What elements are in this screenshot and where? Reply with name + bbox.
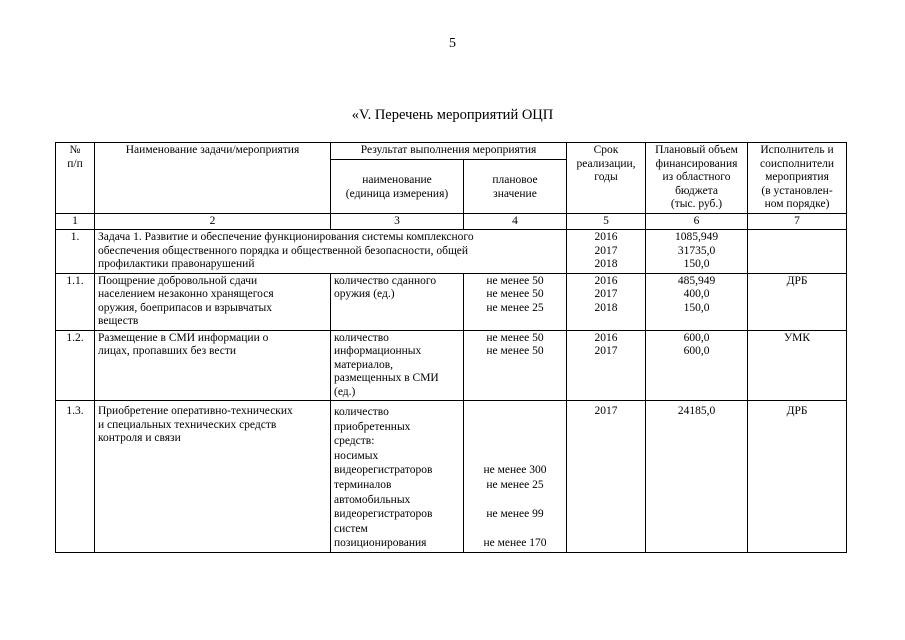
row-num: 1.2.: [56, 330, 95, 401]
amounts: 1085,949 31735,0 150,0: [646, 230, 748, 274]
col-number: 4: [464, 213, 567, 230]
column-numbers-row: [56, 213, 847, 230]
document-title: «V. Перечень мероприятий ОЦП: [351, 107, 554, 123]
row-num: 1.: [56, 230, 95, 274]
header-name: Наименование задачи/мероприятия: [95, 143, 331, 214]
amounts: 600,0 600,0: [646, 330, 748, 401]
result-values: не менее 50 не менее 50 не менее 25: [464, 273, 567, 330]
header-result-value: плановое значение: [464, 160, 567, 213]
result-name: количество сданного оружия (ед.): [331, 273, 464, 330]
years: 2016 2017 2018: [567, 273, 646, 330]
row-num: 1.3.: [56, 401, 95, 553]
activity-name: Поощрение добровольной сдачи населением незаконно хранящегося оружия, боеприпасов и взрывчатых веществ: [95, 273, 331, 330]
header-num: № п/п: [56, 143, 95, 214]
task-name: Задача 1. Развитие и обеспечение функционирования системы комплексного обеспечения общественного порядка и общественной безопасности, общей профилактики правонарушений: [95, 230, 567, 274]
activities-table: [55, 142, 847, 553]
col-number: 7: [748, 213, 847, 230]
executor: ДРБ: [748, 401, 847, 553]
years: 2016 2017: [567, 330, 646, 401]
activity-name: Размещение в СМИ информации о лицах, пропавших без вести: [95, 330, 331, 401]
table-row-1-2: [56, 330, 847, 401]
page-number: 5: [449, 36, 456, 51]
col-number: 1: [56, 213, 95, 230]
executor: [748, 230, 847, 274]
result-name: количество информационных материалов, размещенных в СМИ (ед.): [331, 330, 464, 401]
table-row-1-3: [56, 401, 847, 553]
header-executor: Исполнитель и соисполнители мероприятия (в установлен- ном порядке): [748, 143, 847, 214]
years: 2016 2017 2018: [567, 230, 646, 274]
header-row-1: [56, 143, 847, 160]
amounts: 485,949 400,0 150,0: [646, 273, 748, 330]
executor: УМК: [748, 330, 847, 401]
col-number: 2: [95, 213, 331, 230]
activity-name: Приобретение оперативно-технических и специальных технических средств контроля и связи: [95, 401, 331, 553]
result-values: не менее 50 не менее 50: [464, 330, 567, 401]
row-num: 1.1.: [56, 273, 95, 330]
header-result-name: наименование (единица измерения): [331, 160, 464, 213]
col-number: 5: [567, 213, 646, 230]
col-number: 6: [646, 213, 748, 230]
result-values: не менее 300 не менее 25 не менее 99 не менее 170: [464, 401, 567, 553]
years: 2017: [567, 401, 646, 553]
table-row-task-1: [56, 230, 847, 274]
col-number: 3: [331, 213, 464, 230]
header-term: Срок реализации, годы: [567, 143, 646, 214]
header-finance: Плановый объем финансирования из областного бюджета (тыс. руб.): [646, 143, 748, 214]
executor: ДРБ: [748, 273, 847, 330]
result-name: количество приобретенных средств: носимых видеорегистраторов терминалов автомобильных видеорегистраторов систем позиционирования: [331, 401, 464, 553]
amounts: 24185,0: [646, 401, 748, 553]
header-result: Результат выполнения мероприятия: [331, 143, 567, 160]
table-row-1-1: [56, 273, 847, 330]
